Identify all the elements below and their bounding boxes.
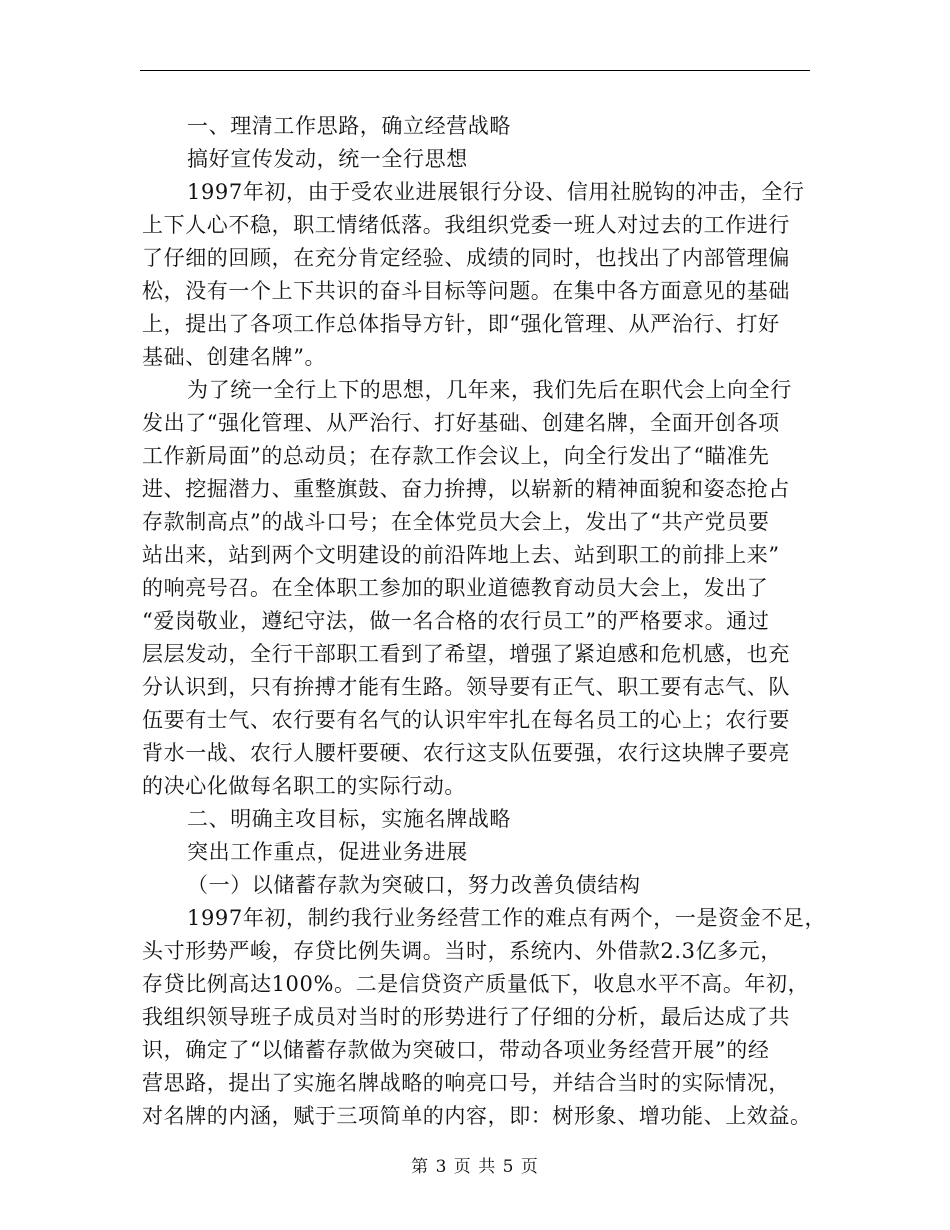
paragraph-line: 了仔细的回顾，在充分肯定经验、成绩的同时，也找出了内部管理偏 [142, 246, 790, 270]
paragraph-line: 识，确定了“以储蓄存款做为突破口，带动各项业务经营开展”的经 [142, 1038, 770, 1062]
document-body [142, 110, 827, 1133]
paragraph-line: 分认识到，只有拚搏才能有生路。领导要有正气、职工要有志气、队 [142, 675, 790, 699]
paragraph-line: 存款制高点”的战斗口号；在全体党员大会上，发出了“共产党员要 [142, 510, 770, 534]
paragraph-line: 背水一战、农行人腰杆要硬、农行这支队伍要强，农行这块牌子要亮 [142, 741, 790, 765]
subheading-1: 搞好宣传发动，统一全行思想 [187, 147, 468, 171]
paragraph-line: 的响亮号召。在全体职工参加的职业道德教育动员大会上，发出了 [142, 576, 769, 600]
paragraph-line: 层层发动，全行干部职工看到了希望，增强了紧迫感和危机感，也充 [142, 642, 790, 666]
paragraph-line: 为了统一全行上下的思想，几年来，我们先后在职代会上向全行 [187, 378, 792, 402]
subheading-3: （一）以储蓄存款为突破口，努力改善负债结构 [187, 873, 641, 897]
paragraph-line: 的决心化做每名职工的实际行动。 [142, 774, 466, 798]
paragraph-line: 1997年初，制约我行业务经营工作的难点有两个，一是资金不足， [187, 906, 827, 930]
paragraph-line: 1997年初，由于受农业进展银行分设、信用社脱钩的冲击，全行 [187, 180, 805, 204]
section-heading-2: 二、明确主攻目标，实施名牌战略 [187, 807, 511, 831]
paragraph-line: 工作新局面”的总动员；在存款工作会议上，向全行发出了“瞄准先 [142, 444, 770, 468]
paragraph-line: 松，没有一个上下共识的奋斗目标等问题。在集中各方面意见的基础 [142, 279, 790, 303]
paragraph-line: 存贷比例高达100%。二是信贷资产质量低下，收息水平不高。年初， [142, 972, 810, 996]
paragraph-line: “爱岗敬业，遵纪守法，做一名合格的农行员工”的严格要求。通过 [142, 609, 770, 633]
paragraph-line: 发出了“强化管理、从严治行、打好基础、创建名牌，全面开创各项 [142, 411, 780, 435]
page-number: 第 3 页 共 5 页 [411, 1157, 539, 1177]
paragraph-line: 对名牌的内涵，赋于三项简单的内容，即：树形象、增功能、上效益。 [142, 1104, 812, 1128]
paragraph-line: 进、挖掘潜力、重整旗鼓、奋力拚搏，以崭新的精神面貌和姿态抢占 [142, 477, 790, 501]
paragraph-line: 伍要有士气、农行要有名气的认识牢牢扎在每名员工的心上；农行要 [142, 708, 790, 732]
paragraph-line: 基础、创建名牌”。 [142, 345, 327, 369]
paragraph-line: 我组织领导班子成员对当时的形势进行了仔细的分析，最后达成了共 [142, 1005, 790, 1029]
section-heading-1: 一、理清工作思路，确立经营战略 [187, 114, 511, 138]
header-rule [140, 70, 810, 71]
paragraph-line: 头寸形势严峻，存贷比例失调。当时，系统内、外借款2.3亿多元， [142, 939, 782, 963]
paragraph-line: 营思路，提出了实施名牌战略的响亮口号，并结合当时的实际情况， [142, 1071, 790, 1095]
paragraph-line: 上，提出了各项工作总体指导方针，即“强化管理、从严治行、打好 [142, 312, 780, 336]
subheading-2: 突出工作重点，促进业务进展 [187, 840, 468, 864]
paragraph-line: 站出来，站到两个文明建设的前沿阵地上去、站到职工的前排上来” [142, 543, 780, 567]
paragraph-line: 上下人心不稳，职工情绪低落。我组织党委一班人对过去的工作进行 [142, 213, 790, 237]
